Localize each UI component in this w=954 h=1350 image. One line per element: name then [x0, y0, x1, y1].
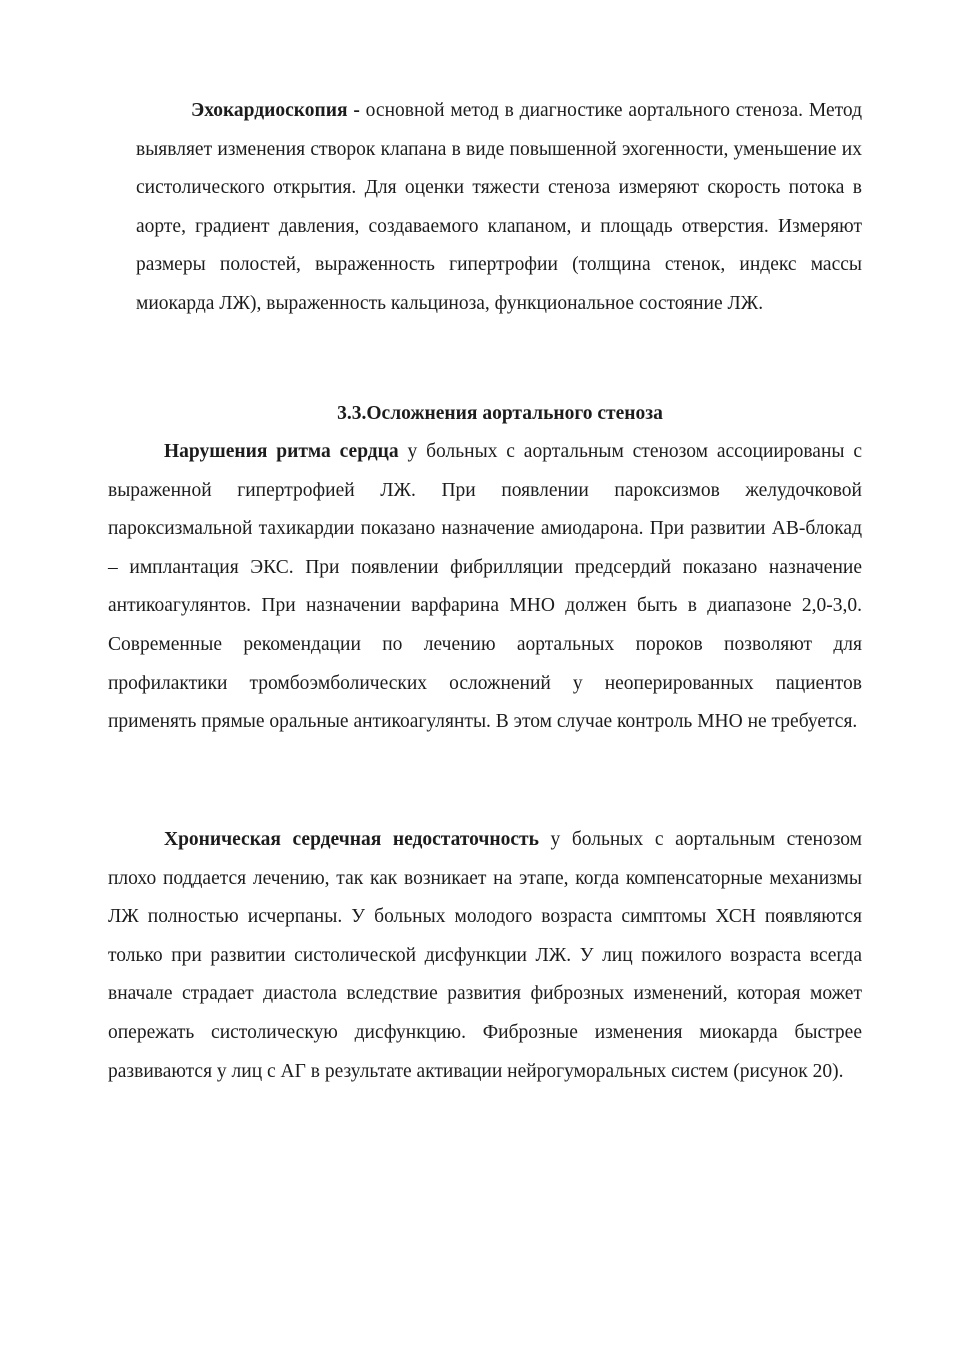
paragraph-echocardioscopy: [136, 92, 862, 324]
paragraph-term: Эхокардиоскопия -: [191, 100, 360, 121]
paragraph-rhythm-disorders: [108, 433, 862, 742]
paragraph-term: Нарушения ритма сердца: [164, 441, 399, 462]
paragraph-text: основной метод в диагностике аортального стеноза. Метод выявляет изменения створок клапана в виде повышенной эхогенности, уменьшение их систолического открытия. Для оценки тяжести стеноза измеряют скорость потока в аорте, градиент давления, создаваемого клапаном, и площадь отверстия. Измеряют размеры полостей, выраженность гипертрофии (толщина стенок, индекс массы миокарда ЛЖ), выраженность кальциноза, функциональное состояние ЛЖ.: [136, 100, 862, 314]
paragraph-heart-failure: [108, 821, 862, 1091]
paragraph-text: у больных с аортальным стенозом плохо поддается лечению, так как возникает на этапе, когда компенсаторные механизмы ЛЖ полностью исчерпаны. У больных молодого возраста симптомы ХСН появляются только при развитии систолической дисфункции ЛЖ. У лиц пожилого возраста всегда вначале страдает диастола вследствие развития фиброзных изменений, которая может опережать систолическую дисфункцию. Фиброзные изменения миокарда быстрее развиваются у лиц с АГ в результате активации нейрогуморальных систем (рисунок 20).: [108, 829, 862, 1082]
paragraph-text: у больных с аортальным стенозом ассоциированы с выраженной гипертрофией ЛЖ. При появлении пароксизмов желудочковой пароксизмальной тахикардии показано назначение амиодарона. При развитии АВ-блокад – имплантация ЭКС. При появлении фибрилляции предсердий показано назначение антикоагулянтов. При назначении варфарина МНО должен быть в диапазоне 2,0-3,0. Современные рекомендации по лечению аортальных пороков позволяют для профилактики тромбоэмболических осложнений у неоперированных пациентов применять прямые оральные антикоагулянты. В этом случае контроль МНО не требуется.: [108, 441, 863, 733]
section-heading: 3.3.Осложнения аортального стеноза: [337, 403, 663, 424]
paragraph-term: Хроническая сердечная недостаточность: [164, 829, 539, 850]
